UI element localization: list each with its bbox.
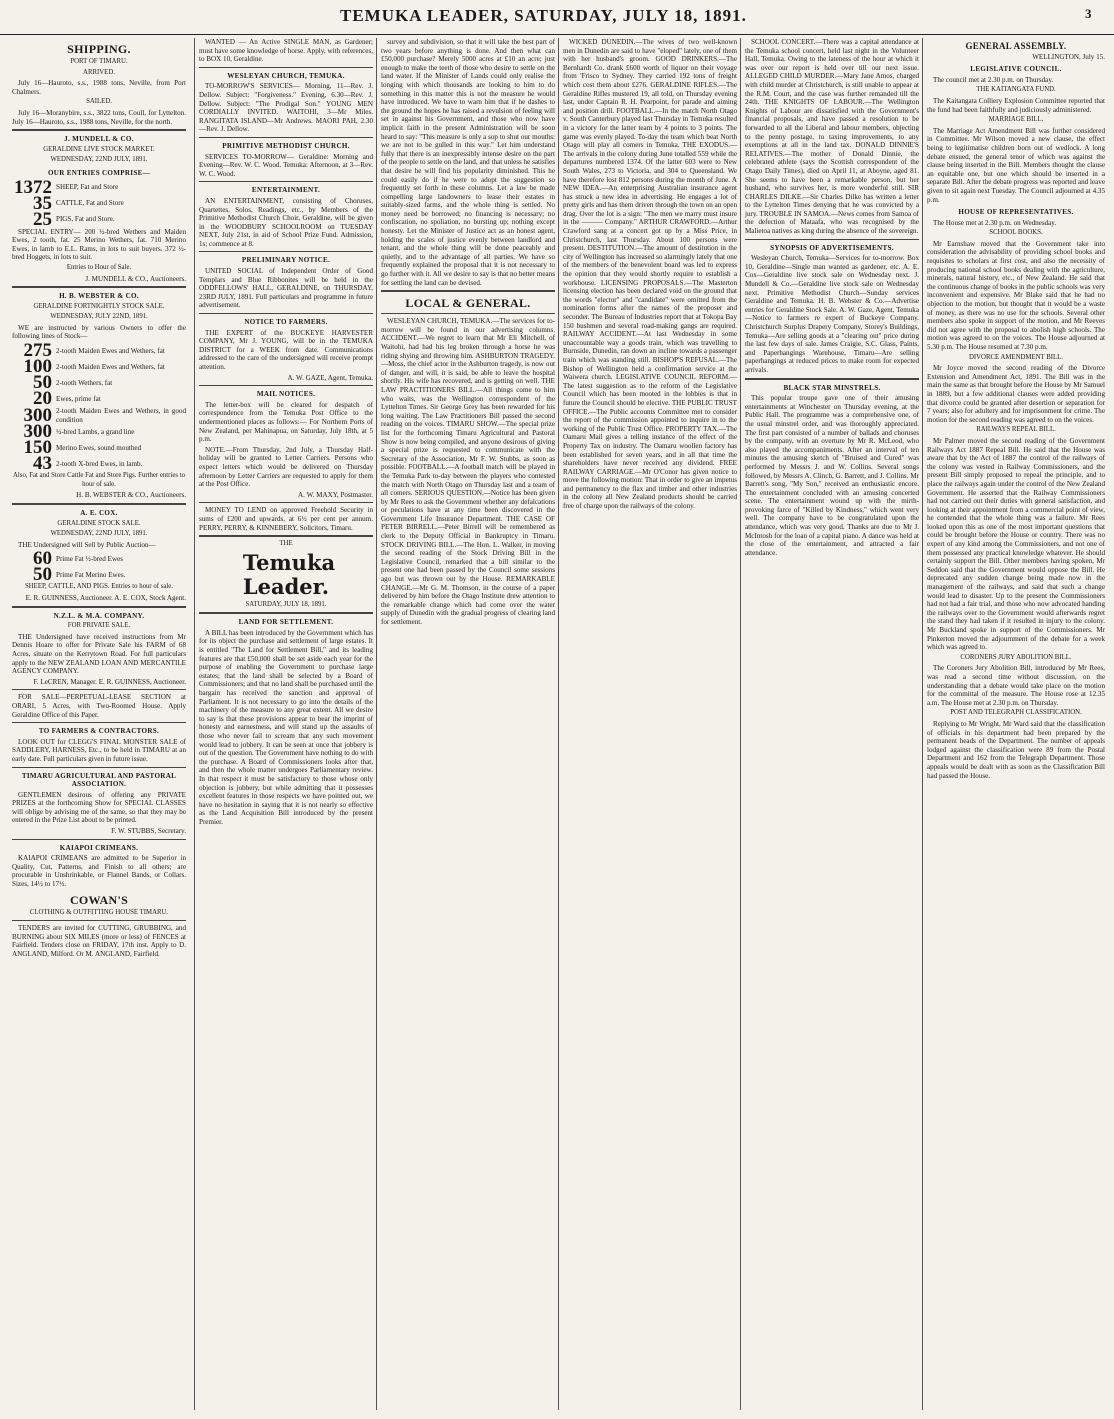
stock-number: 300: [23, 404, 52, 426]
land-body: A BILL has been introduced by the Government which has for its object the purchase and settlement of large estates. It is entitled "The Land for Settlement Bill," and its leading features are that £50,000 shall be set aside each year for the purpose of enabling the Government to purchase large estates; that the land shall be selected by a Board of Commissioners; and that no land shall be purchased until the bargain has received the sanction and approval of Parliament. It is not necessary to go into the details of the machinery of the measure to any great extent. All we desire to say is that these provisions appear to bear the imprint of honesty and earnestness, and will stand up the assaults of those who never fail to scream that any such movement would lead to jobbery. It can be seen at once that jobbery is out of the question. The Government have nothing to do with the purchase. A Board of Commissioners looks after that, and then the whole matter undergoes Parliamentary review. In that respect it must be satisfactory to those whose only objection is jobbery, but while admitting that it possesses excellent features in those respects we have pointed out, we have no hesitation in saying that it is not nearly so effective as the Land Acquisition Bill introduced by the present Premier.: [199, 628, 373, 826]
column-4: [558, 38, 737, 1410]
synopsis-body: Wesleyan Church, Temuka—Services for to-morrow. Box 10, Geraldine—Single man wanted as gardener, etc. A. E. Cox—Geraldine live stock sale on Wednesday next. J. Mundell & Co.—Geraldine live stock sale on Wednesday next. Primitive Methodist Church—Sunday services Geraldine and Temuka. H. B. Webster & Co.—Advertise entries for Geraldine Stock Sale. A. W. Gaze, Agent, Temuka—Notice to farmers re expert of Buckeye Company. Christchurch Surplus Drapery Company, Storey's Buildings, Temuka—Are selling goods at a "clearing out" price during the last few days of sale. James Craigie, S.C. Glass, Paints, and Paperhangings Warehouse, Timaru—Are selling paperhangings at reduced prices to make room for expected arrivals.: [745, 254, 919, 374]
minstrels-body: This popular troupe gave one of their amusing entertainments at Winchester on Thursday evening, at the Public Hall. The programme was a comprehensive one, of the usual minstrel order, and was thoroughly appreciated. The first part consisted of a number of ballads and choruses by the company, with an overture by Mr R. McLeod, who also played the accompaniments. After an interval of ten minutes the amusing sketch of "Bruised and Cured" was performed by Messrs J. and W. Collins. Several songs followed, by Messrs A. Clinch, G. Barrett, and J. Collins. Mr Barrett's song, "My Son," received an enthusiastic encore. The entertainment concluded with an amusing concerted scene. The entertainment wound up with the mirth-provoking farce of "Killed by Kindness," which went very well. The company have to be congratulated upon the attendance, which was very good. Thanks are due to Mr J. McIntosh for the loan of a capital piano. A dance was held at the close of the entertainment, and attracted a fair attendance.: [745, 394, 919, 557]
stock-text: 2-tooth X-bred Ewes, in lamb.: [56, 459, 143, 468]
cox-number: 60: [33, 548, 52, 570]
lc-heading: LEGISLATIVE COUNCIL.: [970, 65, 1062, 74]
column-1: [12, 38, 186, 1410]
railways-heading: RAILWAYS REPEAL BILL.: [976, 426, 1056, 434]
stock-text: 2-tooth Maiden Ewes and Wethers, fat: [56, 362, 165, 371]
entry-text: CATTLE, Fat and Store: [56, 199, 124, 208]
primitive-heading: PRIMITIVE METHODIST CHURCH.: [222, 141, 350, 150]
stock-text: ½-bred Lambs, a grand line: [56, 427, 135, 436]
cowan-heading: COWAN'S: [69, 892, 129, 907]
cox-text: Prime Fat ½-bred Ewes: [56, 555, 123, 564]
the-label: THE: [279, 540, 293, 548]
entry-number: 1372: [14, 176, 52, 198]
date-line: WEDNESDAY, 22ND JULY, 1891.: [50, 156, 148, 164]
signature: J. MUNDELL & CO., Auctioneers.: [85, 274, 186, 283]
cox-number: 50: [33, 564, 52, 586]
preliminary-body: UNITED SOCIAL of Independent Order of Good Templars and Blue Ribbonites will be held in the ODDFELLOWS' HALL, GERALDINE, on THURSDAY, 23RD JULY, 1891. Full particulars and programme in future advertisement.: [199, 267, 373, 310]
local-general-continued: WICKED DUNEDIN.—The wives of two well-known men in Dunedin are said to have "eloped" lately, one of them with her husband's groom. GOOD DRINKERS.—The Bernhardt Co. drank £600 worth of liquor on their voyage from 'Frisco to Sydney. They carried 192 tons of freight which cost them about £276. GERALDINE RIFLES.—The Geraldine Rifles mustered 19, all told, on Thursday evening last, under Captain R. H. Pearpoint, for parade and aiming and position drill. FOOTBALL.—In the match North Otago v. South Canterbury played last Thursday in Temuka resulted in a victory for the latter team by 4 points to 3 points. The game was evenly played. To-day the team which beat North Otago will play all comers in Temuka. THE EXODUS.—The arrivals in the colony during June totalled 559 while the departures numbered 1374. Of the latter 603 were to New South Wales, 273 to Victoria, and 304 to Queensland. We have therefore lost 812 persons during the month of June. A NEW IDEA.—An enterprising Australian insurance agent has struck a new idea in advertising. He engages a lot of pretty girls and has them driven through the town on an open drag. Over the lot is a sign: "The men we marry must insure in the ——— Company." ARTHUR CRAWFORD.—Arthur Crawford sang at a concert got up by a Miss Price, in Christchurch, last Thursday. About 100 persons were present. DESTITUTION.—The amount of destitution in the city of Wellington has increased so alarmingly lately that one of the members of the benevolent board was led to express the opinion that they would shortly require to establish a workhouse. LICENSING PROPOSALS.—The Masterton licensing election has been declared void on the ground that the words "elector" and "candidate" were omitted from the nomination forms after the names of the proposer and seconder. The Bureau of Industries report that at Tokopa Bay 150 bushmen and several road-making gangs are required. RAILWAY ACCIDENT.—At last Wednesday in some unaccountable way a goods train, which was travelling to Burnside, Dunedin, ran down an incline towards a passenger train which was standing still. BISHOP'S REFUSAL.—The Bishop of Wellington held a confirmation service at the Waiwera church. LEGISLATIVE COUNCIL REFORM.—The latest suggestion as to the reform of the Legislative Council which has been mooted in the lobbies is that in future the Council should be elective. THE PUBLIC TRUST OFFICE.—The Public accounts Committee met to consider the report of the commission appointed to inquire in to the working of the Public Trust Office. PROPERTY TAX.—The Oamaru Mail gives a telling instance of the effect of the Property Tax on industry. The Oamaru woollen factory has been established for seven years, and in all that time the shareholders have never received any dividend. FREE RAILWAY CARRIAGE.—Mr O'Conor has given notice to move the following motion: That in order to give an impetus and permanency to the flax and timber and other industries in the colony all New Zealand products should be carried free of charge upon the railways of the colony.: [563, 38, 737, 511]
synopsis-heading: SYNOPSIS OF ADVERTISEMENTS.: [770, 243, 894, 252]
signature: A. W. GAZE, Agent, Temuka.: [287, 373, 373, 382]
tapa-heading: TIMARU AGRICULTURAL AND PASTORAL ASSOCIATION.: [21, 771, 177, 789]
instructed-text: WE are instructed by various Owners to offer the following lines of Stock—: [12, 323, 186, 341]
local-general-body: WESLEYAN CHURCH, TEMUKA.—The services for to-morrow will be found in our advertising columns. ACCIDENT.—We regret to learn that Mr Eli Mitchell, of Waitohi, had had his leg broken through a horse he was riding shying and throwing him. ASHBURTON TRAGEDY.—Moss, the chief actor in the Ashburton tragedy, is now out of danger, and will, it is said, be able to leave the hospital shortly. His wife has recovered, and is getting on well. THE LAW PRACTITIONERS BILL.—All things come to him who waits, was the Wellington correspondent of the Lyttelton Times. Sir George Grey has been rewarded for his long waiting. The Law Practitioners Bill passed the second reading on the voices. TIMARU SHOW.—The special prize list for the forthcoming Timaru Agricultural and Pastoral Show is now being compiled, and anyone desirous of giving a special prize is requested to communicate with the Secretary of the Association, Mr F. W. Stubbs, as soon as possible. FOOTBALL.—A football match will be played in the Temuka Park to-day between the players who contested the match with North Otago on Thursday last and a team of all comers. SERIOUS QUESTION.—Notice has been given by Mr Rees to ask the Government whether any defalcations or peculations have at any time been discovered in the Government Life Insurance Department. THE CASE OF PETER BIRRELL.—Peter Birrell will be remembered as clerk to the Deputy Official in Bankruptcy in Timaru. STOCK DRIVING BILL.—The Hon. L. Walker, in moving the second reading of the Stock Driving Bill in the Legislative Council, remarked that a bill similar to the present one had been passed by the Council some sessions ago but was thrown out by the House. REMARKABLE CHANGE.—Mr G. M. Thomson, in the course of a paper delivered by him before the Otago Institute drew attention to the remarkable change which had come over the water supply of Dunedin with the gradual progress of clearing land for settlement.: [381, 317, 555, 626]
school-books-body: Mr Earnshaw moved that the Government take into consideration the advisability of providing school books and requisites to scholars at first cost, and also the necessity of producing national school books dealing with the agriculture, minerals, natural history, etc., of New Zealand. He said that the continuous change of books in the public schools was very inconvenient and expensive. Mr Blake said that he had no objection to the motion, but thought that it would be a waste of money, as there was no use for the schools. Several other members also spoke in support of the motion, and Mr Reeves did not agree with the proposal to abolish high schools. The motion was agreed to on the voices. The House adjourned at 5.30 p.m. The House resumed at 7.30 p.m.: [927, 239, 1105, 351]
stock-text: 2-tooth Wethers, fat: [56, 378, 113, 387]
wanted-ad: WANTED — An Active SINGLE MAN, as Gardener; must have some knowledge of horse. Apply, with references, to BOX 10, Geraldine.: [199, 38, 373, 64]
mail-body: The letter-box will be cleared for despatch of correspondence from the Temuka Post Office to the undermentioned places as follows:— For Northern Ports of New Zealand, per Mahinapua, on Saturday, July 18th, at 5 p.m.: [199, 400, 373, 444]
mail-heading: MAIL NOTICES.: [256, 390, 316, 399]
entertainment-heading: ENTERTAINMENT.: [251, 186, 321, 195]
arrived-label: ARRIVED.: [83, 68, 115, 76]
date-line: WEDNESDAY, 22ND JULY, 1891.: [50, 530, 148, 538]
stock-number: 50: [33, 372, 52, 394]
column-5: [740, 38, 919, 1410]
private-sale: FOR PRIVATE SALE.: [67, 622, 131, 630]
hr-body: The House met at 2.30 p.m. on Wednesday.: [933, 218, 1057, 227]
port-heading: PORT OF TIMARU.: [70, 58, 128, 65]
special-entry: SPECIAL ENTRY— 200 ½-bred Wethers and Maiden Ewes, 2 tooth, fat. 25 Merino Wethers, fat. 710 Merino Ewes, in lamb to E.L. Rams, in lots to suit buyers. 372 ½-bred Hoggets, in lots to suit.: [12, 227, 186, 262]
also-text: Also, Fat and Store Cattle Fat and Store Pigs. Further entries to hour of sale.: [13, 472, 185, 488]
perpetual-lease: FOR SALE—PERPETUAL-LEASE SECTION at ORARI, 5 Acres, with Two-Roomed House. Apply Geraldine Office of this Paper.: [12, 693, 186, 719]
signature: F. W. STUBBS, Secretary.: [111, 827, 186, 836]
marriage-heading: MARRIAGE BILL.: [988, 116, 1044, 124]
divorce-heading: DIVORCE AMENDMENT BILL.: [968, 353, 1064, 361]
editorial-continued: survey and subdivision, so that it will take the best part of two years before anything is done. And then what can £50,000 purchase? Merely 5000 acres at £10 an acre; just enough to make the teeth of those who desire to settle on the land water. If the Minister of Lands could only realise the longing with which thousands are looking to him to do something in this matter this is not the measure he would have introduced. We have to warn him that if he dashes to the ground the hopes he has raised a revulsion of feeling will set in against his Government, and those who now have implicit faith in the present Administration will be soon heard to say: "This measure is only a sop to shut our mouths: we are not to be gulled in this way." Let him understand fully that there is an inexpressibly intense desire on the part of the people to settle on the land, and that unless he satisfies that desire he will find his popularity diminished. This he could easily do if he were to adopt the suggestion so frequently set forth in these columns. Let a law be made compelling large landowners to lease their estates in suitably-sized farms, and the whole thing is settled. No money need be borrowed; no financing is necessary; no confiscation, no spoliation, no bursting up; nothing except honesty. Let the Minister of Justice act as an honest agent, holding the scales of justice evenly between landlord and tenant, and the whole thing will be done peaceably and quietly, and to the advantage of all parties. We have so frequently explained the proposal that it is not necessary to go further with it. All we desire to say is that no better means for settling the land can be devised.: [381, 38, 555, 287]
stock-text: 2-tooth Maiden Ewes and Wethers, in good condition: [56, 407, 186, 424]
kaitangata-body: The Kaitangata Colliery Explosion Committee reported that the fund had been faithfully and judiciously administered.: [927, 96, 1105, 114]
entertainment-body: AN ENTERTAINMENT, consisting of Choruses, Quartettes, Solos, Readings, etc., by Members of the Primitive Methodist Church Choir, Geraldine, will be given in the WOODBURY SCHOOLROOM on TUESDAY NEXT, July 21st, in aid of School Prize Fund. Admission, 1s; commence at 8.: [199, 196, 373, 248]
sailed-label: SAILED.: [86, 98, 112, 106]
wesleyan-heading: WESLEYAN CHURCH, TEMUKA.: [227, 71, 345, 80]
post-heading: POST AND TELEGRAPH CLASSIFICATION.: [950, 709, 1082, 717]
entries-hour: Entries to Hour of Sale.: [66, 263, 132, 271]
masthead-title: TEMUKA LEADER, SATURDAY, JULY 18, 1891.: [340, 6, 747, 25]
kaiapoi-body: KAIAPOI CRIMEANS are admitted to be Superior in Quality, Cut, Patterns, and Finish to all others; are procurable in Unshrinkable, or Flannel Bands, or Collars. Sizes, 14½ to 17½.: [12, 854, 186, 889]
sailed-text: July 16—Moranybire, s.s., 3822 tons, Coull, for Lyttelton. July 16—Hauroto, s.s., 1988 tons, Neville, for the north.: [12, 108, 186, 126]
entry-number: 35: [33, 192, 52, 214]
signature: A. W. MAXY, Postmaster.: [298, 490, 373, 499]
farmers-notice-body: THE EXPERT of the BUCKEYE HARVESTER COMPANY, Mr J. YOUNG, will be in the TEMUKA DISTRICT for a WEEK from date. Communications addressed to the care of the undersigned will receive prompt attention.: [199, 328, 373, 371]
kaitangata-heading: THE KAITANGATA FUND.: [976, 86, 1056, 94]
land-heading: LAND FOR SETTLEMENT.: [238, 618, 334, 627]
signature: E. R. GUINNESS, Auctioneer. A. E. COX, Stock Agent.: [25, 594, 186, 602]
paper-date: SATURDAY, JULY 18, 1891.: [245, 600, 327, 608]
cox-sheep: SHEEP, CATTLE, AND PIGS. Entries to hour of sale.: [24, 583, 173, 591]
hr-heading: HOUSE OF REPRESENTATIVES.: [958, 208, 1074, 217]
railways-body: Mr Palmer moved the second reading of the Government Railways Act 1887 Repeal Bill. He said that the House was aware that by the Act of 1887 the control of the railways of the colony was vested in Railway Commissioners, and the present Bill simply proposed to repeal the principle, and to place the railways again under the control of the New Zealand Government. He asserted that the Railway Commissioners had not carried out their duties with general satisfaction, and looking at their appointment from a commercial point of view, he contended that the whole thing was a failure. Mr Rees looked upon this as one of the most important questions that could be brought before the House or country. There was no expert of any kind among the Commissioners, and not one of them possessed any practical knowledge whatever. He should certainly support the Bill. Other members having spoken, Mr Seddon said that the Government would oppose the Bill. He deprecated any sudden change being made now in the management of the railways, and said that such a change would lead to disaster. Up to the present the Commissioners had not had a fair trial, and those who now advocated handing the railways over to the Government would afterwards regret the stand they had taken if it resulted in injury to the colony. Mr Buckland spoke in support of the Commissioners. Mr Pinkerton moved the adjournment of the debate for a week which was agreed to.: [927, 436, 1105, 652]
coroners-body: The Coroners Jury Abolition Bill, introduced by Mr Rees, was read a second time without discussion, on the understanding that a debate would take place on the motion for the committal of the measure. The House rose at 12.35 a.m. The House met at 2.30 p.m. on Thursday.: [927, 664, 1105, 707]
local-general-heading: LOCAL & GENERAL.: [405, 296, 531, 311]
webster-heading: H. B. WEBSTER & CO.: [59, 292, 139, 301]
mundell-heading: J. MUNDELL & CO.: [64, 135, 134, 144]
stock-number: 275: [23, 340, 52, 362]
cox-text: Prime Fat Merino Ewes.: [56, 571, 126, 580]
column-6: [922, 38, 1105, 1410]
wesleyan-body: TO-MORROW'S SERVICES— Morning, 11—Rev. J. Dellow. Subject: "Forgiveness." Evening, 6.30—Rev. J. Dellow. Subject: "The Prodigal Son." YOUNG MEN CORDIALLY INVITED. WAITOHI, 3—Mr Miles. RANGITATA ISLAND—Mr Andrews. MAORI PAH, 2.30—Rev. J. Dellow.: [199, 82, 373, 134]
stock-sale-heading: GERALDINE STOCK SALE.: [57, 519, 141, 527]
stock-text: Ewes, prime fat: [56, 394, 101, 403]
column-3: [376, 38, 555, 1410]
stock-number: 300: [23, 421, 52, 443]
tenders-ad: TENDERS are invited for CUTTING, GRUBBING, and BURNING about SIX MILES (more or less) of FENCES at Fairfield. Tenders close on FRIDAY, 17th inst. Apply to D. ANGLAND, Milford. Or M. ANGLAND, Fairfield.: [12, 924, 186, 958]
school-books-heading: SCHOOL BOOKS.: [989, 229, 1043, 237]
fortnightly-heading: GERALDINE FORTNIGHTLY STOCK SALE.: [33, 302, 165, 310]
preliminary-heading: PRELIMINARY NOTICE.: [241, 256, 331, 265]
divorce-body: Mr Joyce moved the second reading of the Divorce Extension and Amendment Act, 1891. The Bill was in the main the same as that brought before the House by Mr Samuel in 1889, but a few additional clauses were added providing that divorce could be granted after desertion or separation for 7 years; also for adultery and for imprisonment for crime. The motion for the second reading was agreed to on the voices.: [927, 364, 1105, 424]
stock-number: 150: [23, 437, 52, 459]
paper-title: Temuka Leader.: [242, 549, 336, 599]
cox-sell: THE Undersigned will Sell by Public Auction—: [18, 540, 156, 549]
local-general-continued-2: SCHOOL CONCERT.—There was a capital attendance at the Temuka school concert, held last night in the Volunteer Hall, Temuka. Owing to the lateness of the hour at which it was over our report is held over till our next issue. ALLEGED CHILD MURDER.—Mary Jane Amos, charged with child murder at Christchurch, is still unable to appear at the R.M. Court, and the case was further remanded till the 24th. THE KNIGHTS OF LABOUR.—The Wellington Knights of Labour are dissatisfied with the Government's financial proposals, and have passed a resolution to be forwarded to all the Liberal and labour members, objecting to the penny postage, to taxing improvements, to any exemptions at all in the land tax. DONALD DINNIE'S RELATIVES.—The mother of Donald Dinnie, the celebrated athlete (says the Scottish correspondent of the Otago Daily Times), died on April 11, at Aboyne, aged 81. She seems to have been a remarkable person, but her husband, who survives her, is more wonderful still. SIR CHARLES DILKE.—Sir Charles Dilke has written a letter to the Lyttelton Times denying that he was convicted by a jury. TROUBLE IN SAMOA.—News comes from Samoa of the defection of Mataafa, who was recognised by the Malietoa natives as king during the absence of the sovereign.: [745, 38, 919, 236]
kaiapoi-heading: KAIAPOI CRIMEANS.: [59, 843, 139, 852]
entry-text: PIGS, Fat and Store.: [56, 215, 115, 224]
lc-body: The council met at 2.30 p.m. on Thursday.: [933, 75, 1054, 84]
geraldine-live-heading: GERALDINE LIVE STOCK MARKET.: [43, 145, 155, 153]
page-number: 3: [1085, 6, 1093, 21]
ga-heading: GENERAL ASSEMBLY.: [965, 41, 1067, 51]
masthead: [0, 0, 1114, 35]
nzl-heading: N.Z.L. & M.A. COMPANY.: [53, 611, 145, 620]
clegg-ad: LOOK OUT for CLEGG'S FINAL MONSTER SALE of SADDLERY, HARNESS, Etc., to be held in TIMARU at an early date. Full particulars given in future issue.: [12, 737, 186, 763]
nzl-body: THE Undersigned have received instructions from Mr Dennis Hoare to offer for Private Sale his FARM of 68 Acres, situate on the Kerrytown Road. For full particulars apply to the NEW ZEALAND LOAN AND MERCANTILE AGENCY COMPANY.: [12, 632, 186, 676]
farmers-heading: TO FARMERS & CONTRACTORS.: [38, 727, 160, 736]
minstrels-heading: BLACK STAR MINSTRELS.: [783, 383, 881, 392]
cowan-sub: CLOTHING & OUTFITTING HOUSE TIMARU.: [29, 908, 169, 916]
stock-number: 43: [33, 453, 52, 475]
column-2: [194, 38, 373, 1410]
mail-note: NOTE.—From Thursday, 2nd July, a Thursday Half-holiday will be granted to Letter Carriers. Persons who expect letters which would be delivered on Thursday afternoon by Letter Carriers are requested to apply for them at the Post Office.: [199, 445, 373, 489]
entry-number: 25: [33, 208, 52, 230]
entry-text: SHEEP, Fat and Store: [56, 183, 119, 192]
arrived-text: July 16—Hauroto, s.s., 1988 tons, Neville, from Port Chalmers.: [12, 79, 186, 96]
cox-heading: A. E. COX.: [80, 509, 118, 518]
tapa-body: GENTLEMEN desirous of offering any PRIVATE PRIZES at the forthcoming Show for SPECIAL CLASSES will oblige by advising me of the same, so that they may be entered in the Prize List about to be printed.: [12, 790, 186, 825]
signature: F. LeCREN, Manager. E. R. GUINNESS, Auctioneer.: [33, 677, 186, 686]
coroners-heading: CORONERS JURY ABOLITION BILL.: [960, 653, 1072, 661]
entries-heading: OUR ENTRIES COMPRISE—: [47, 168, 151, 177]
marriage-body: The Marriage Act Amendment Bill was further considered in Committee. Mr Wilson moved a new clause, the effect being to legitimatise children born out of wedlock. A long debate ensued, the general tenor of which was against the clause being inserted in the Bill. Members thought the clause an equitable one, but one which should be inserted in a separate Bill. After the debate progress was reported and leave given to sit again next Tuesday. The Council adjourned at 4.35 p.m.: [927, 126, 1105, 204]
shipping-heading: SHIPPING.: [67, 42, 131, 56]
dateline: WELLINGTON, July 15.: [1032, 52, 1105, 61]
stock-text: 2-tooth Maiden Ewes and Wethers, fat: [56, 346, 165, 355]
stock-text: Merino Ewes, sound mouthed: [56, 443, 142, 452]
money-ad: MONEY TO LEND on approved Freehold Security in sums of £200 and upwards, at 6½ per cent per annum. PERRY, PERRY, & KINNEBERY, Solicitors, Timaru.: [199, 506, 373, 532]
primitive-body: SERVICES TO-MORROW— Geraldine: Morning and Evening—Rev. W. C. Wood. Temuka: Afternoon, at 3—Rev. W. C. Wood.: [199, 152, 373, 178]
signature: H. B. WEBSTER & CO., Auctioneers.: [76, 491, 186, 500]
stock-number: 20: [33, 388, 52, 410]
post-body: Replying to Mr Wright, Mr Ward said that the classification of officials in his department had been prepared by the permanent heads of the Department. The number of appeals lodged against the classification were 89 from the Postal Department and 162 from the Telegraph Department. Those appeals would be dealt with as soon as the Classification Bill had passed the House.: [927, 719, 1105, 780]
stock-number: 100: [23, 356, 52, 378]
date-line: WEDNESDAY, JULY 22ND, 1891.: [50, 313, 148, 321]
farmers-notice-heading: NOTICE TO FARMERS.: [244, 318, 328, 327]
